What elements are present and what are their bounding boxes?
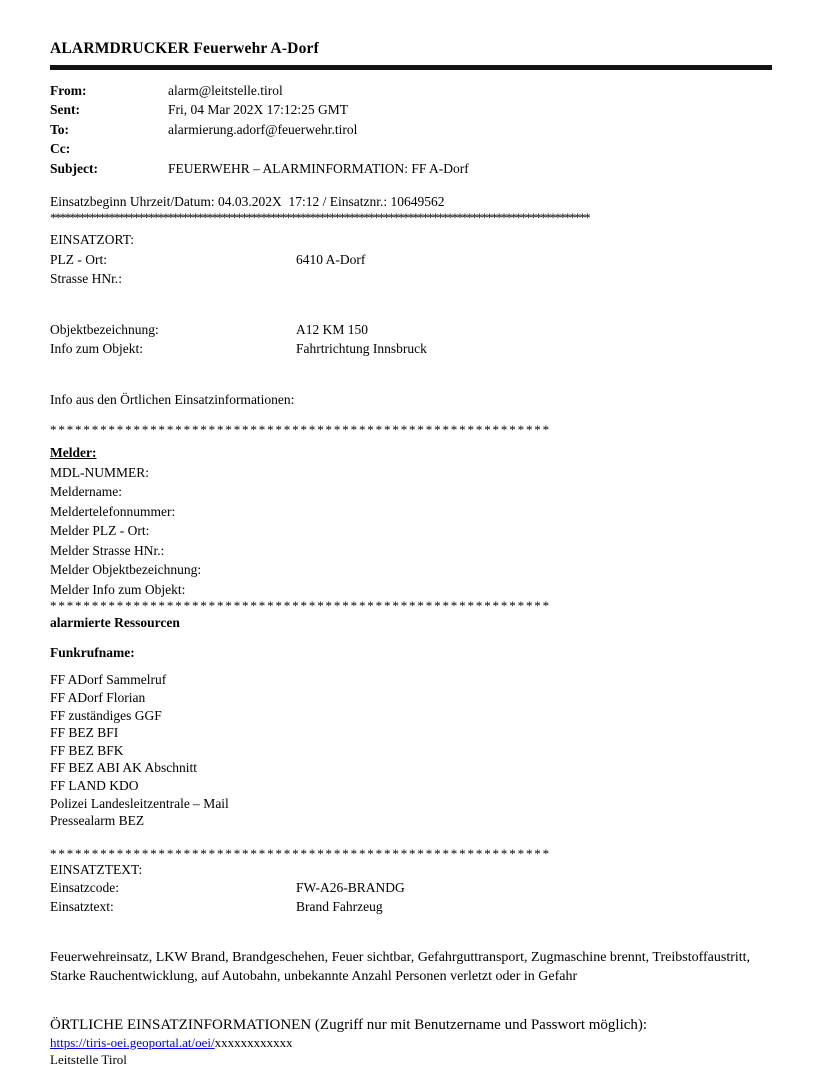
spacer xyxy=(50,916,772,949)
melder-heading-text: Melder: xyxy=(50,445,97,461)
einsatzort-heading: EINSATZORT: xyxy=(50,232,135,248)
email-header-row-sent xyxy=(50,100,772,120)
field-row-strasse xyxy=(50,269,772,289)
email-header xyxy=(50,81,772,179)
spacer xyxy=(50,409,772,423)
objektbezeichnung-label: Objektbezeichnung: xyxy=(50,321,159,337)
strasse-value xyxy=(296,269,772,289)
melder-line-meldername: Meldername: xyxy=(50,484,122,500)
field-row-info-zum-objekt xyxy=(50,339,772,359)
resource-item: Polizei Landesleitzentrale – Mail xyxy=(50,795,229,811)
resource-item: FF ADorf Florian xyxy=(50,690,146,706)
einsatztext-label: Einsatztext: xyxy=(50,898,114,914)
plz-ort-value: 6410 A-Dorf xyxy=(296,251,366,267)
einsatzbeginn-line: Einsatzbeginn Uhrzeit/Datum: 04.03.202X 17:12 / Einsatznr.: 10649562 xyxy=(50,194,445,210)
strasse-label: Strasse HNr.: xyxy=(50,271,122,287)
field-row-plz-ort xyxy=(50,250,772,270)
email-header-row-from xyxy=(50,81,772,101)
email-header-row-to xyxy=(50,120,772,140)
field-row-einsatztext xyxy=(50,898,772,917)
resource-item: FF BEZ BFI xyxy=(50,725,119,741)
spacer xyxy=(50,662,772,671)
email-header-row-subject xyxy=(50,159,772,179)
ressourcen-list xyxy=(50,671,772,829)
page-title: ALARMDRUCKER Feuerwehr A-Dorf xyxy=(50,40,319,57)
divider-spaced-asterisks: * * * * * * * * * * * * * * * * * * * * * * * * * * * * * * * * * * * * * * * * * * * * * * * * * * * * * * * * * * * * xyxy=(50,846,549,861)
email-to-label: To: xyxy=(50,121,70,137)
title-divider-rule xyxy=(50,65,772,70)
spacer xyxy=(50,359,772,390)
resource-item: Pressealarm BEZ xyxy=(50,813,145,829)
email-from-label: From: xyxy=(50,82,87,98)
field-row-einsatzcode xyxy=(50,879,772,898)
spacer xyxy=(50,289,772,320)
divider-dense-asterisks: ************************************************************************************************************** xyxy=(50,211,590,225)
funkrufname-heading: Funkrufname: xyxy=(50,644,135,660)
email-header-row-cc xyxy=(50,139,772,159)
info-zum-objekt-value: Fahrtrichtung Innsbruck xyxy=(296,341,427,357)
email-subject-value: FEUERWEHR – ALARMINFORMATION: FF A-Dorf xyxy=(168,160,469,176)
melder-line-meldertelefonnummer: Meldertelefonnummer: xyxy=(50,503,176,519)
melder-line-plz-ort: Melder PLZ - Ort: xyxy=(50,523,150,539)
email-cc-label: Cc: xyxy=(50,141,71,157)
melder-line-strasse: Melder Strasse HNr.: xyxy=(50,542,165,558)
einsatztext-heading: EINSATZTEXT: xyxy=(50,861,143,877)
tiris-portal-link[interactable]: https://tiris-oei.geoportal.at/oei/ xyxy=(50,1034,215,1050)
ressourcen-heading: alarmierte Ressourcen xyxy=(50,615,180,631)
objektbezeichnung-value: A12 KM 150 xyxy=(296,321,369,337)
einsatzcode-value: FW-A26-BRANDG xyxy=(296,880,405,896)
resource-item: FF ADorf Sammelruf xyxy=(50,672,167,688)
link-masked-suffix: xxxxxxxxxxxx xyxy=(214,1034,293,1050)
email-cc-value xyxy=(168,139,772,159)
einsatzcode-label: Einsatzcode: xyxy=(50,880,119,896)
portal-link-line xyxy=(50,1035,772,1052)
melder-line-objektbezeichnung: Melder Objektbezeichnung: xyxy=(50,562,202,578)
field-row-objektbezeichnung xyxy=(50,320,772,340)
spacer xyxy=(50,830,772,847)
divider-spaced-asterisks: * * * * * * * * * * * * * * * * * * * * * * * * * * * * * * * * * * * * * * * * * * * * * * * * * * * * * * * * * * * * xyxy=(50,599,549,614)
email-sent-value: Fri, 04 Mar 202X 17:12:25 GMT xyxy=(168,102,348,118)
email-sent-label: Sent: xyxy=(50,102,80,118)
resource-item: FF zuständiges GGF xyxy=(50,707,162,723)
einsatz-description: Feuerwehreinsatz, LKW Brand, Brandgeschehen, Feuer sichtbar, Gefahrguttransport, Zugmaschine brennt, Treibstoffaustritt, Starke Rauchentwicklung, auf Autobahn, unbekannte Anzahl Personen verletzt oder in Gefahr xyxy=(50,950,751,984)
email-from-value: alarm@leitstelle.tirol xyxy=(168,82,283,98)
info-zum-objekt-label: Info zum Objekt: xyxy=(50,341,143,357)
divider-spaced-asterisks: * * * * * * * * * * * * * * * * * * * * * * * * * * * * * * * * * * * * * * * * * * * * * * * * * * * * * * * * * * * * xyxy=(50,423,549,438)
email-to-value: alarmierung.adorf@feuerwehr.tirol xyxy=(168,121,358,137)
oertliche-info-heading: ÖRTLICHE EINSATZINFORMATIONEN (Zugriff nur mit Benutzername und Passwort möglich): xyxy=(50,1016,648,1033)
resource-item: FF LAND KDO xyxy=(50,778,139,794)
spacer xyxy=(50,633,772,643)
oertliche-einsatzinfo-line: Info aus den Örtlichen Einsatzinformationen: xyxy=(50,391,295,407)
spacer xyxy=(50,178,772,193)
email-subject-label: Subject: xyxy=(50,160,98,176)
spacer xyxy=(50,987,772,1015)
melder-line-mdl-nummer: MDL-NUMMER: xyxy=(50,464,150,480)
melder-heading xyxy=(50,443,772,463)
signature: Leitstelle Tirol xyxy=(50,1052,127,1067)
einsatztext-value: Brand Fahrzeug xyxy=(296,898,383,914)
resource-item: FF BEZ ABI AK Abschnitt xyxy=(50,760,198,776)
melder-line-info-zum-objekt: Melder Info zum Objekt: xyxy=(50,581,186,597)
resource-item: FF BEZ BFK xyxy=(50,742,124,758)
plz-ort-label: PLZ - Ort: xyxy=(50,251,107,267)
